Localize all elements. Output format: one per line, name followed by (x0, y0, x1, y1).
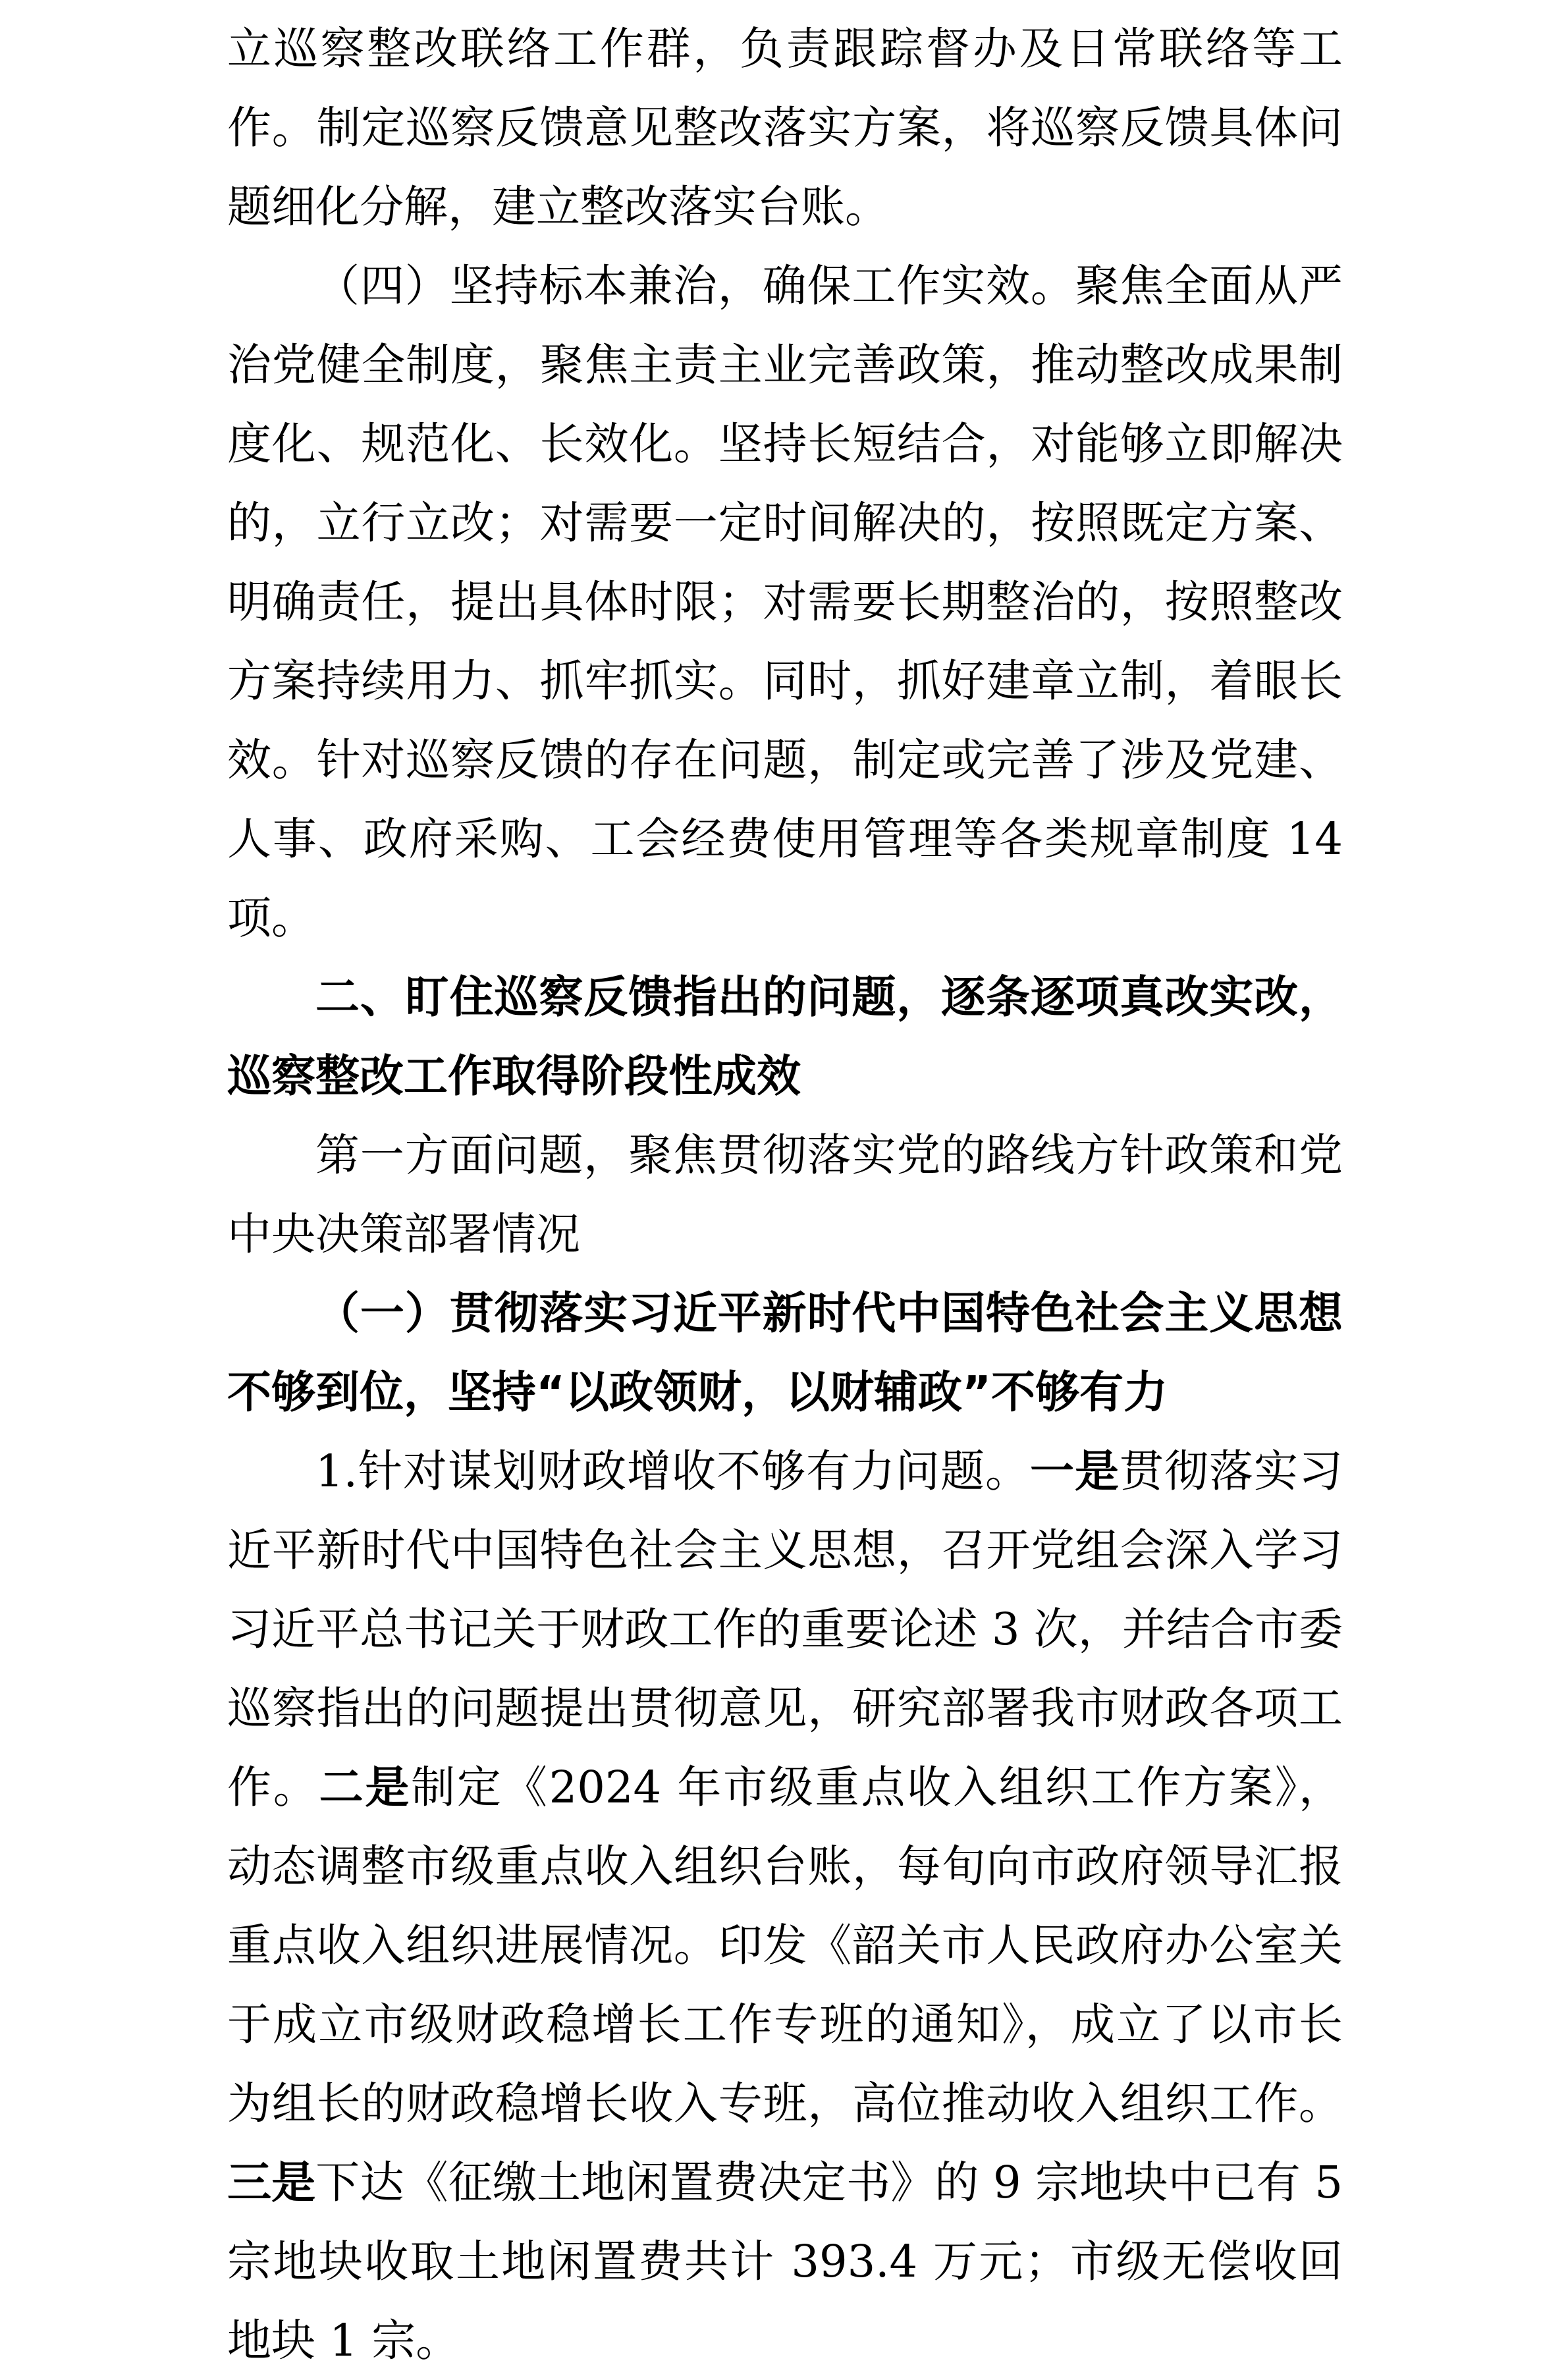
paragraph-rectification-group: 立巡察整改联络工作群，负责跟踪督办及日常联络等工作。制定巡察反馈意见整改落实方案，将巡察反馈具体问题细化分解，建立整改落实台账。 (227, 23, 1343, 232)
paragraph-revenue-growth (227, 1432, 1343, 2380)
paragraph-revenue-growth-part1: 贯彻落实习近平新时代中国特色社会主义思想，召开党组会深入学习习近平总书记关于财政工作的重要论述 3 次，并结合市委巡察指出的问题提出贯彻意见，研究部署我市财政各项工作。 (227, 1446, 1343, 1813)
paragraph-first-aspect: 第一方面问题，聚焦贯彻落实党的路线方针政策和党中央决策部署情况 (227, 1129, 1343, 1260)
paragraph-revenue-growth-part3: 下达《征缴土地闲置费决定书》的 9 宗地块中已有 5 宗地块收取土地闲置费共计 393.4 万元；市级无偿收回地块 1 宗。 (227, 2157, 1343, 2366)
paragraph-revenue-growth-part2: 制定《2024 年市级重点收入组织工作方案》，动态调整市级重点收入组织台账，每旬向市政府领导汇报重点收入组织进展情况。印发《韶关市人民政府办公室关于成立市级财政稳增长工作专班的通知》，成立了以市长为组长的财政稳增长收入专班，高位推动收入组织工作。 (227, 1762, 1343, 2129)
paragraph-revenue-growth-intro: 1.针对谋划财政增收不够有力问题。 (315, 1446, 1030, 1497)
section-heading-two: 二、盯住巡察反馈指出的问题，逐条逐项真改实改，巡察整改工作取得阶段性成效 (227, 971, 1343, 1102)
marker-second: 二是 (319, 1762, 412, 1813)
paragraph-section-four: （四）坚持标本兼治，确保工作实效。聚焦全面从严治党健全制度，聚焦主责主业完善政策，推动整改成果制度化、规范化、长效化。坚持长短结合，对能够立即解决的，立行立改；对需要一定时间解决的，按照既定方案、明确责任，提出具体时限；对需要长期整治的，按照整改方案持续用力、抓牢抓实。同时，抓好建章立制，着眼长效。针对巡察反馈的存在问题，制定或完善了涉及党建、人事、政府采购、工会经费使用管理等各类规章制度 14 项。 (227, 260, 1343, 944)
marker-first: 一是 (1029, 1446, 1120, 1497)
marker-third: 三是 (227, 2157, 316, 2208)
subheading-one: （一）贯彻落实习近平新时代中国特色社会主义思想不够到位，坚持“以政领财，以财辅政”不够有力 (227, 1287, 1343, 1418)
document-page (227, 9, 1343, 2366)
